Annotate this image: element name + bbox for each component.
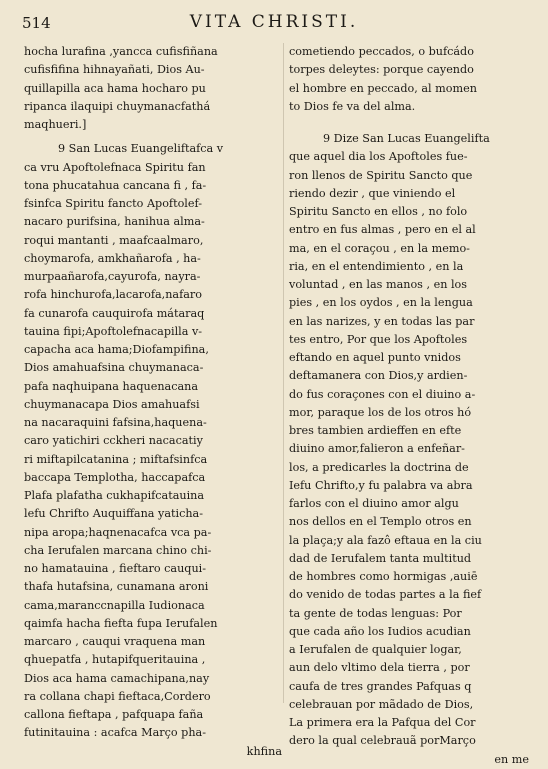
text-line: murpaañarofa,cayurofa, nayra- [24, 270, 201, 283]
left-paragraph-1 [24, 43, 282, 134]
text-line: riendo dezir , que viniendo el [289, 186, 456, 200]
text-line: aun delo vltimo dela tierra , por [289, 661, 470, 675]
text-line: mor, paraque los de los otros hó [289, 405, 472, 419]
text-line: caufa de tres grandes Pafquas q [289, 679, 472, 693]
text-line: tes entro, Por que los Apoftoles [289, 332, 468, 346]
text-line: entro en fus almas , pero en el al [289, 223, 476, 237]
running-header [0, 10, 548, 36]
left-column [24, 43, 282, 761]
text-line: callona fieftapa , pafquapa faña [24, 708, 204, 721]
text-line: torpes deleytes: porque cayendo [289, 63, 474, 77]
text-line: choymarofa, amkhañarofa , ha- [24, 251, 201, 265]
text-line: en las narizes, y en todas las par [289, 314, 475, 328]
text-line: los, a predicarles la doctrina de [289, 460, 469, 474]
text-line: quillapilla aca hama hocharo pu [24, 81, 206, 95]
text-line: Spiritu Sancto en ellos , no folo [289, 205, 468, 218]
text-line: Iefu Chrifto,y fu palabra va abra [289, 478, 473, 492]
left-paragraph-2 [24, 140, 282, 761]
text-line: bres tambien ardieffen en efte [289, 424, 462, 437]
text-line: farlos con el diuino amor algu [289, 497, 459, 510]
text-line: a Ierufalen de qualquier logar, [289, 643, 462, 656]
text-line: lefu Chrifto Auquiffana yaticha- [24, 507, 203, 521]
text-line: caro yatichiri cckheri nacacatiy [24, 434, 203, 448]
text-line: en me [494, 752, 529, 766]
text-line: khfina [246, 744, 282, 758]
right-paragraph-1 [289, 43, 529, 116]
text-line: baccapa Templotha, haccapafca [24, 470, 206, 484]
text-line: diuino amor,falieron a enfeñar- [289, 442, 465, 456]
text-line: Plafa plafatha cukhapifcatauina [24, 489, 205, 502]
text-line: 9 San Lucas Euangeliftafca v [58, 142, 224, 156]
text-line: do fus coraçones con el diuino a- [289, 387, 476, 401]
text-line: eftando en aquel punto vnidos [289, 351, 461, 364]
text-line: ra collana chapi fieftaca,Cordero [24, 689, 211, 703]
text-line: ri miftapilcatanina ; miftafsinfca [24, 452, 208, 466]
text-line: ca vru Apoftolefnaca Spiritu fan [24, 160, 206, 174]
text-line: cama,maranccnapilla Iudionaca [24, 598, 205, 612]
text-line: de hombres como hormigas ,auiē [289, 570, 478, 583]
column-divider [283, 43, 284, 703]
text-line: ripanca ilaquipi chuymanacfathá [24, 99, 211, 113]
text-line: qhuepatfa , hutapifqueritauina , [24, 653, 206, 667]
text-line: Dios aca hama camachipana,nay [24, 671, 210, 685]
text-line: to Dios fe va del alma. [289, 99, 416, 113]
text-line: La primera era la Pafqua del Cor [289, 716, 476, 729]
text-line: cha Ierufalen marcana chino chi- [24, 543, 212, 557]
text-line: pafa naqhuipana haquenacana [24, 379, 199, 393]
text-line: cufisfifina hihnayañati, Dios Au- [24, 63, 205, 77]
text-line: do venido de todas partes a la fief [289, 588, 482, 602]
text-line: maqhueri.] [24, 118, 87, 131]
text-line: el hombre en peccado, al momen [289, 81, 477, 95]
text-line: nipa aropa;haqnenacafca vca pa- [24, 525, 212, 539]
paragraph-gap [289, 116, 529, 130]
text-line: ma, en el coraçou , en la memo- [289, 241, 470, 255]
text-line: dad de Ierufalem tanta multitud [289, 551, 472, 565]
text-line: rofa hinchurofa,lacarofa,nafaro [24, 288, 202, 302]
text-line: Dios amahuafsina chuymanaca- [24, 361, 204, 375]
text-line: nos dellos en el Templo otros en [289, 515, 472, 529]
text-line: no hamatauina , fieftaro cauqui- [24, 562, 207, 575]
text-line: capacha aca hama;Diofampifina, [24, 343, 209, 356]
text-line: la plaça;y ala fazô eftaua en la ciu [289, 533, 482, 547]
text-line: roqui mantanti , maafcaalmaro, [24, 233, 204, 247]
text-line: dero la qual celebrauã porMarço [289, 734, 476, 748]
text-line: ria, en el entendimiento , en la [289, 259, 464, 273]
text-line: 9 Dize San Lucas Euangelifta [323, 132, 490, 145]
text-line: fsinfca Spiritu fancto Apoftolef- [24, 197, 203, 210]
right-column [289, 43, 529, 769]
text-line: ta gente de todas lenguas: Por [289, 606, 462, 620]
text-line: tauina fipi;Apoftolefnacapilla v- [24, 324, 203, 338]
text-line: thafa hutafsina, cunamana aroni [24, 580, 209, 594]
text-line: fa cunarofa cauquirofa mátaraq [24, 306, 205, 320]
text-line: na nacaraquini fafsina,haquena- [24, 416, 207, 429]
text-line: nacaro purifsina, hanihua alma- [24, 215, 205, 229]
right-paragraph-2 [289, 130, 529, 769]
running-title: VITA CHRISTI. [189, 12, 359, 32]
page-number: 514 [22, 14, 51, 32]
text-line: futinitauina : acafca Março pha- [24, 726, 206, 740]
text-line: celebrauan por mãdado de Dios, [289, 697, 474, 711]
text-line: marcaro , cauqui vraquena man [24, 635, 206, 648]
text-line: chuymanacapa Dios amahuafsi [24, 397, 200, 411]
text-line: cometiendo peccados, o bufcádo [289, 45, 474, 58]
text-line: voluntad , en las manos , en los [289, 278, 468, 291]
text-line: pies , en los oydos , en la lengua [289, 296, 473, 310]
text-line: tona phucatahua cancana fi , fa- [24, 178, 207, 192]
text-line: qaimfa hacha fiefta fupa Ierufalen [24, 616, 218, 630]
text-line: deftamanera con Dios,y ardien- [289, 369, 468, 383]
text-line: que cada año los Iudios acudian [289, 624, 471, 638]
text-line: hocha lurafina ,yancca cufisfiñana [24, 45, 218, 58]
text-line: que aquel dia los Apoftoles fue- [289, 150, 468, 164]
text-line: ron llenos de Spiritu Sancto que [289, 168, 473, 182]
